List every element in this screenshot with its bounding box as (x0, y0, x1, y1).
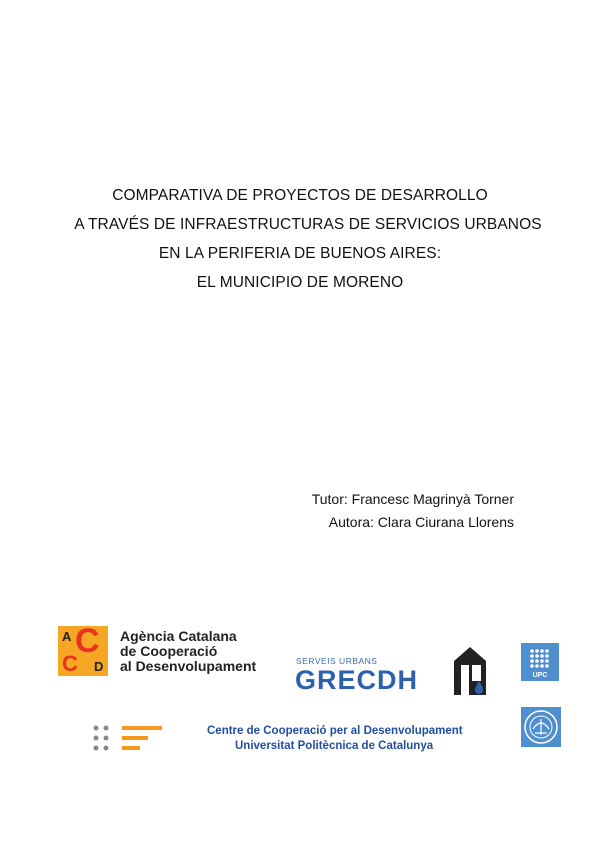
title-line-2: A TRAVÉS DE INFRAESTRUCTURAS DE SERVICIOS URBANOS (74, 216, 542, 233)
accd-mark-letter-a: A (62, 629, 72, 644)
ccd-mark-icon (92, 724, 164, 752)
ccd-wordmark (207, 724, 463, 754)
title-line-1: COMPARATIVA DE PROYECTOS DE DESARROLLO (112, 187, 488, 204)
title-line-4: EL MUNICIPIO DE MORENO (196, 274, 404, 291)
upc-seal-logo (521, 707, 561, 747)
accd-line-2: de Cooperació (120, 643, 218, 659)
house-icon (452, 645, 488, 697)
grecdh-name: GRECDH (295, 665, 419, 695)
accd-mark-letter-c-large: C (75, 622, 100, 660)
document-title (0, 181, 600, 297)
tutor-line: Tutor: Francesc Magrinyà Torner (311, 491, 514, 507)
upc-label: UPC (532, 672, 548, 679)
ccd-line-2: Universitat Politècnica de Catalunya (235, 740, 434, 752)
upc-dots-icon (521, 643, 559, 681)
accd-line-1: Agència Catalana (120, 628, 237, 644)
accd-mark-letter-c-small: C (62, 651, 78, 676)
author-line: Autora: Clara Ciurana Llorens (328, 514, 514, 530)
accd-mark-letter-d: D (94, 659, 104, 674)
accd-logo (58, 622, 273, 680)
seal-icon (521, 707, 561, 747)
grecdh-subtitle: SERVEIS URBANS (296, 656, 378, 666)
accd-mark (58, 622, 108, 676)
title-line-3: EN LA PERIFERIA DE BUENOS AIRES: (158, 245, 442, 262)
grecdh-logo (294, 645, 494, 697)
accd-wordmark (120, 629, 256, 674)
upc-logo (521, 643, 559, 681)
accd-line-3: al Desenvolupament (120, 658, 257, 674)
ccd-line-1: Centre de Cooperació per al Desenvolupament (207, 725, 463, 737)
credits (312, 488, 514, 534)
